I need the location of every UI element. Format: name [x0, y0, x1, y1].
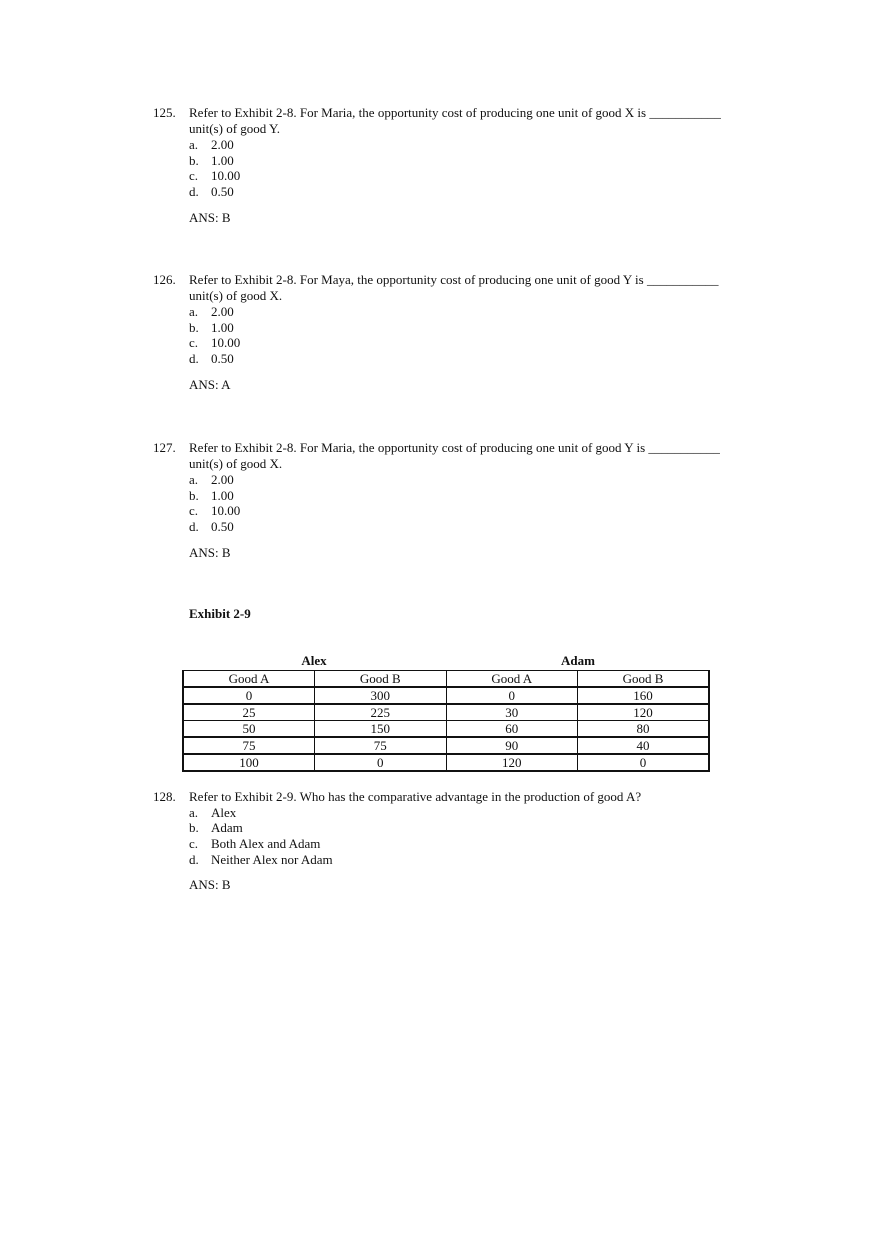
choice-letter: a.: [189, 137, 199, 152]
table-cell: 150: [315, 721, 447, 738]
choice-letter: c.: [189, 503, 199, 518]
choice-text: Neither Alex nor Adam: [211, 852, 333, 867]
group-header-adam: Adam: [561, 653, 595, 668]
choice-c: [189, 168, 240, 184]
choice-letter: c.: [189, 168, 199, 183]
choice-b: [189, 320, 234, 336]
table-header-row: [183, 671, 709, 688]
choice-a: [189, 304, 234, 320]
answer-key: ANS: B: [189, 210, 231, 225]
question-stem: [153, 272, 718, 288]
question-text-continued: unit(s) of good X.: [189, 456, 283, 471]
column-header: Good A: [183, 671, 315, 688]
question-number: 127.: [153, 440, 176, 455]
choice-text: 10.00: [211, 503, 241, 518]
choice-text: 1.00: [211, 320, 234, 335]
choice-text: 2.00: [211, 137, 234, 152]
choice-text: Adam: [211, 820, 243, 835]
question-text: Refer to Exhibit 2-8. For Maya, the opportunity cost of producing one unit of good Y is ___________: [189, 272, 719, 287]
table-cell: 25: [183, 704, 315, 721]
choice-letter: c.: [189, 335, 199, 350]
table-cell: 120: [446, 754, 578, 771]
choice-b: [189, 488, 234, 504]
choice-letter: d.: [189, 184, 199, 199]
table-cell: 0: [183, 687, 315, 704]
choice-letter: d.: [189, 852, 199, 867]
question-text-continued: unit(s) of good X.: [189, 288, 283, 303]
table-cell: 75: [183, 737, 315, 754]
choice-a: [189, 805, 236, 821]
question-stem: [153, 440, 720, 456]
table-row: [183, 737, 709, 754]
answer-key: ANS: A: [189, 377, 231, 392]
table-cell: 100: [183, 754, 315, 771]
question-stem: [153, 789, 641, 805]
choice-letter: b.: [189, 488, 199, 503]
exhibit-title: Exhibit 2-9: [189, 606, 251, 621]
table-cell: 0: [446, 687, 578, 704]
question-number: 126.: [153, 272, 176, 287]
choice-text: 0.50: [211, 351, 234, 366]
choice-text: Alex: [211, 805, 237, 820]
table-cell: 30: [446, 704, 578, 721]
choice-text: 0.50: [211, 519, 234, 534]
choice-d: [189, 184, 234, 200]
choice-text: 10.00: [211, 335, 241, 350]
table-cell: 90: [446, 737, 578, 754]
choice-text: 1.00: [211, 488, 234, 503]
choice-letter: c.: [189, 836, 199, 851]
choice-letter: a.: [189, 472, 199, 487]
table-row: [183, 687, 709, 704]
choice-letter: b.: [189, 153, 199, 168]
table-row: [183, 754, 709, 771]
choice-d: [189, 351, 234, 367]
question-text: Refer to Exhibit 2-8. For Maria, the opportunity cost of producing one unit of good Y is ___________: [189, 440, 720, 455]
choice-text: 2.00: [211, 304, 234, 319]
table-cell: 40: [578, 737, 710, 754]
question-text-continued: unit(s) of good Y.: [189, 121, 280, 136]
answer-key: ANS: B: [189, 877, 231, 892]
choice-c: [189, 503, 240, 519]
table-cell: 300: [315, 687, 447, 704]
answer-key: ANS: B: [189, 545, 231, 560]
choice-letter: a.: [189, 805, 199, 820]
choice-a: [189, 472, 234, 488]
group-header-alex: Alex: [301, 653, 327, 668]
choice-a: [189, 137, 234, 153]
choice-d: [189, 852, 333, 868]
choice-letter: d.: [189, 519, 199, 534]
table-cell: 0: [315, 754, 447, 771]
question-text: Refer to Exhibit 2-8. For Maria, the opportunity cost of producing one unit of good X is ___________: [189, 105, 721, 120]
question-stem: [153, 105, 721, 121]
column-header: Good B: [315, 671, 447, 688]
column-header: Good A: [446, 671, 578, 688]
exhibit-table: [182, 670, 710, 772]
choice-text: 1.00: [211, 153, 234, 168]
choice-c: [189, 335, 240, 351]
choice-text: 0.50: [211, 184, 234, 199]
table-cell: 50: [183, 721, 315, 738]
column-header: Good B: [578, 671, 710, 688]
choice-text: 2.00: [211, 472, 234, 487]
choice-text: 10.00: [211, 168, 241, 183]
choice-letter: b.: [189, 820, 199, 835]
choice-d: [189, 519, 234, 535]
question-text: Refer to Exhibit 2-9. Who has the comparative advantage in the production of good A?: [189, 789, 642, 804]
choice-c: [189, 836, 320, 852]
choice-letter: d.: [189, 351, 199, 366]
question-number: 128.: [153, 789, 176, 804]
table-cell: 80: [578, 721, 710, 738]
table-cell: 75: [315, 737, 447, 754]
table-cell: 225: [315, 704, 447, 721]
choice-letter: a.: [189, 304, 199, 319]
table-cell: 120: [578, 704, 710, 721]
table-row: [183, 721, 709, 738]
table-cell: 60: [446, 721, 578, 738]
table-row: [183, 704, 709, 721]
question-number: 125.: [153, 105, 176, 120]
table-cell: 160: [578, 687, 710, 704]
choice-letter: b.: [189, 320, 199, 335]
choice-b: [189, 820, 243, 836]
choice-text: Both Alex and Adam: [211, 836, 321, 851]
table-cell: 0: [578, 754, 710, 771]
choice-b: [189, 153, 234, 169]
